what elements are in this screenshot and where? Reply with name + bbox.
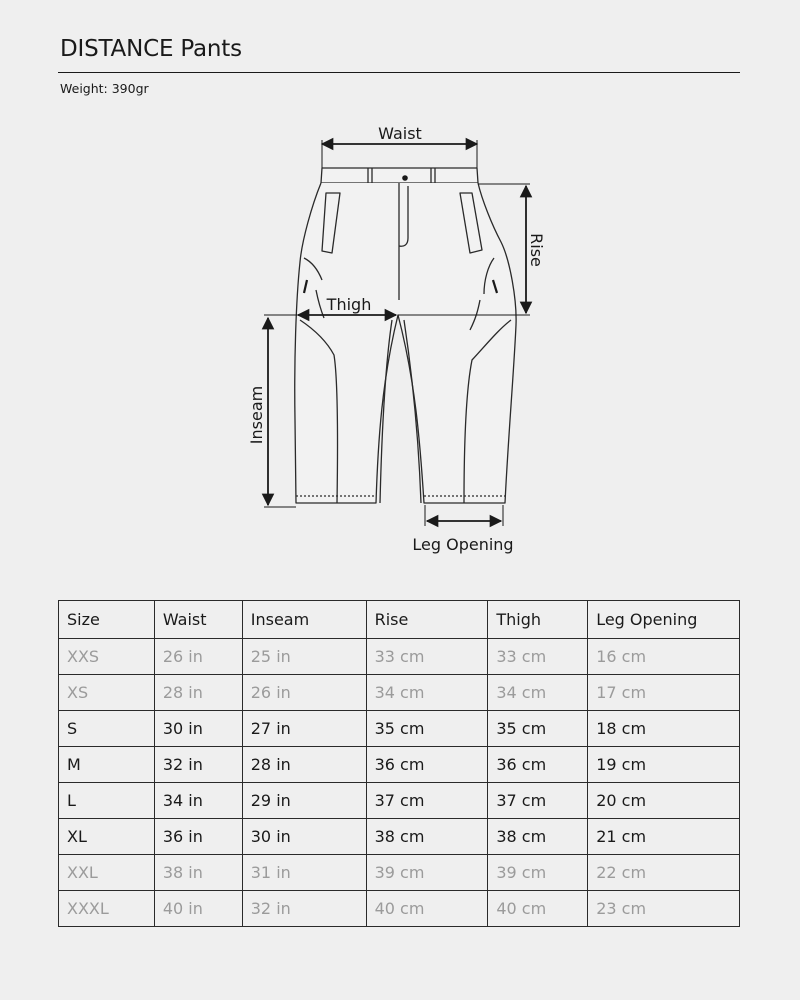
table-cell: 19 cm [588, 747, 740, 783]
header-waist: Waist [154, 601, 242, 639]
table-cell: XL [59, 819, 155, 855]
size-chart-table [58, 600, 740, 927]
table-cell: 34 cm [366, 675, 488, 711]
table-cell: 35 cm [488, 711, 588, 747]
table-row [59, 747, 740, 783]
table-cell: 39 cm [366, 855, 488, 891]
table-cell: 29 in [242, 783, 366, 819]
table-row [59, 639, 740, 675]
header-inseam: Inseam [242, 601, 366, 639]
table-cell: 35 cm [366, 711, 488, 747]
table-row [59, 675, 740, 711]
table-cell: 36 in [154, 819, 242, 855]
table-row [59, 819, 740, 855]
table-cell: 18 cm [588, 711, 740, 747]
table-cell: 32 in [154, 747, 242, 783]
table-cell: 38 in [154, 855, 242, 891]
table-cell: 38 cm [366, 819, 488, 855]
table-row [59, 891, 740, 927]
table-cell: 34 cm [488, 675, 588, 711]
table-cell: 32 in [242, 891, 366, 927]
table-cell: 27 in [242, 711, 366, 747]
header-leg-opening: Leg Opening [588, 601, 740, 639]
header-size: Size [59, 601, 155, 639]
table-cell: 34 in [154, 783, 242, 819]
table-cell: XXL [59, 855, 155, 891]
table-cell: M [59, 747, 155, 783]
table-cell: 28 in [154, 675, 242, 711]
table-cell: 37 cm [488, 783, 588, 819]
table-cell: 21 cm [588, 819, 740, 855]
header-thigh: Thigh [488, 601, 588, 639]
table-cell: 28 in [242, 747, 366, 783]
table-cell: 30 in [242, 819, 366, 855]
table-cell: 20 cm [588, 783, 740, 819]
table-cell: L [59, 783, 155, 819]
table-cell: 39 cm [488, 855, 588, 891]
weight-label: Weight: 390gr [60, 81, 149, 96]
table-header-row [59, 601, 740, 639]
table-cell: 40 cm [488, 891, 588, 927]
leg-opening-label: Leg Opening [412, 535, 514, 554]
table-cell: 23 cm [588, 891, 740, 927]
table-cell: XS [59, 675, 155, 711]
table-cell: 38 cm [488, 819, 588, 855]
table-cell: 26 in [242, 675, 366, 711]
table-cell: 33 cm [488, 639, 588, 675]
table-cell: 16 cm [588, 639, 740, 675]
rise-label: Rise [527, 233, 546, 267]
table-cell: XXXL [59, 891, 155, 927]
inseam-label: Inseam [247, 385, 266, 445]
waist-label: Waist [378, 124, 422, 143]
table-cell: 30 in [154, 711, 242, 747]
thigh-label: Thigh [326, 295, 372, 314]
table-cell: XXS [59, 639, 155, 675]
table-cell: 40 in [154, 891, 242, 927]
table-cell: 31 in [242, 855, 366, 891]
table-cell: 17 cm [588, 675, 740, 711]
table-cell: 36 cm [488, 747, 588, 783]
header-rise: Rise [366, 601, 488, 639]
table-cell: 40 cm [366, 891, 488, 927]
table-cell: 36 cm [366, 747, 488, 783]
pants-illustration [295, 168, 516, 503]
table-cell: S [59, 711, 155, 747]
table-cell: 37 cm [366, 783, 488, 819]
table-cell: 26 in [154, 639, 242, 675]
table-row [59, 855, 740, 891]
table-cell: 25 in [242, 639, 366, 675]
table-cell: 33 cm [366, 639, 488, 675]
page-title: DISTANCE Pants [60, 36, 242, 62]
table-row [59, 711, 740, 747]
table-cell: 22 cm [588, 855, 740, 891]
table-row [59, 783, 740, 819]
